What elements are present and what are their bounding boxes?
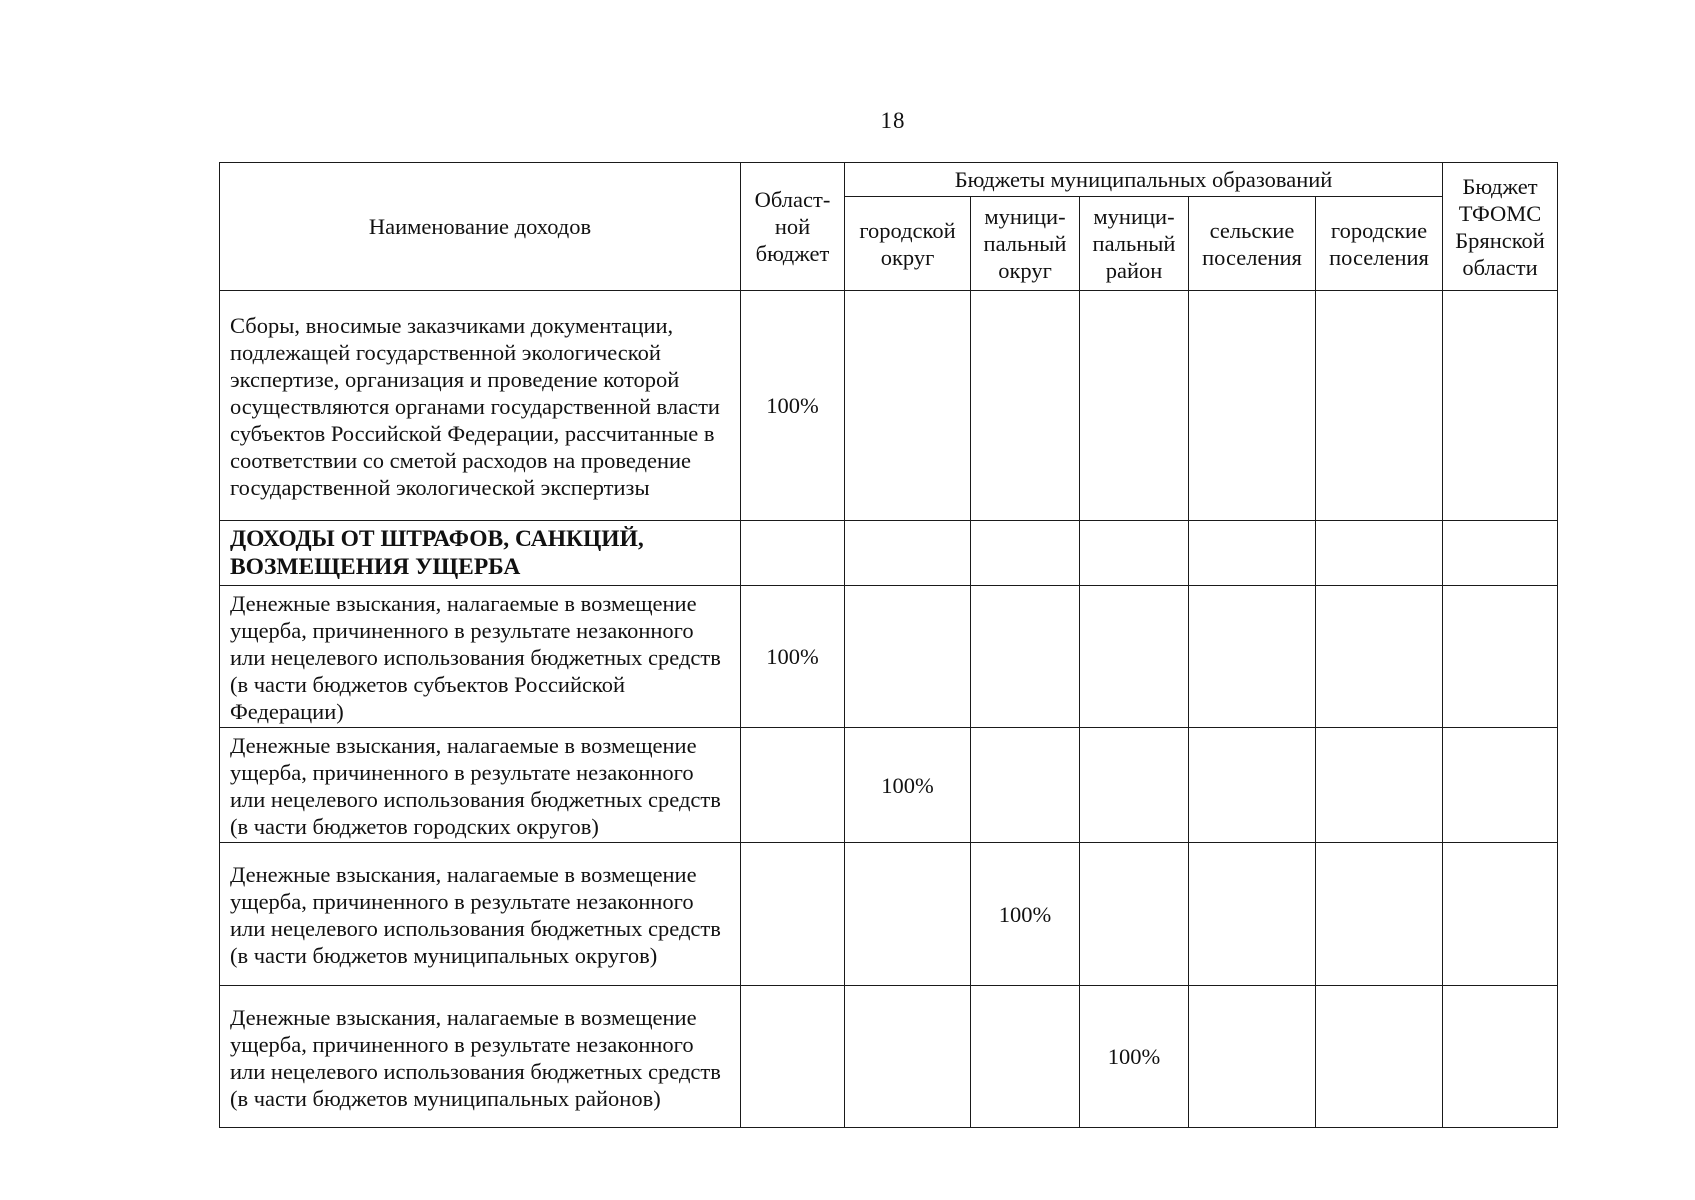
header-rural-settlements: сельские поселения: [1189, 197, 1316, 291]
table-row: [220, 586, 1558, 728]
value-cell-regional-budget: 100%: [741, 586, 845, 728]
value-cell-city-district: 100%: [845, 728, 971, 843]
value-cell-tfoms-budget: [1443, 291, 1558, 521]
value-cell-municipal-area: 100%: [1080, 986, 1189, 1128]
value-cell-municipal-area: [1080, 728, 1189, 843]
value-cell-rural-settlements: [1189, 728, 1316, 843]
value-cell-tfoms-budget: [1443, 521, 1558, 586]
value-cell-municipal-area: [1080, 586, 1189, 728]
value-cell-urban-settlements: [1316, 291, 1443, 521]
value-cell-tfoms-budget: [1443, 843, 1558, 986]
header-city-district: городской округ: [845, 197, 971, 291]
value-cell-municipal-district: [971, 986, 1080, 1128]
value-cell-rural-settlements: [1189, 586, 1316, 728]
value-cell-municipal-district: [971, 521, 1080, 586]
table-body: [220, 291, 1558, 1128]
value-cell-municipal-district: [971, 728, 1080, 843]
value-cell-city-district: [845, 843, 971, 986]
value-cell-urban-settlements: [1316, 728, 1443, 843]
value-cell-regional-budget: [741, 986, 845, 1128]
value-cell-rural-settlements: [1189, 986, 1316, 1128]
value-cell-tfoms-budget: [1443, 586, 1558, 728]
table-row: [220, 291, 1558, 521]
value-cell-urban-settlements: [1316, 521, 1443, 586]
value-cell-regional-budget: [741, 843, 845, 986]
value-cell-municipal-district: 100%: [971, 843, 1080, 986]
header-municipal-district: муници- пальный округ: [971, 197, 1080, 291]
page-number: 18: [880, 108, 906, 133]
header-urban-settlements: городские поселения: [1316, 197, 1443, 291]
revenue-name-cell: Денежные взыскания, налагаемые в возмещение ущерба, причиненного в результате незаконного или нецелевого использования бюджетных средств (в части бюджетов субъектов Российской Федерации): [220, 586, 741, 728]
table-row: [220, 843, 1558, 986]
revenue-name-cell: Денежные взыскания, налагаемые в возмещение ущерба, причиненного в результате незаконного или нецелевого использования бюджетных средств (в части бюджетов муниципальных районов): [220, 986, 741, 1128]
revenue-name-cell: Денежные взыскания, налагаемые в возмещение ущерба, причиненного в результате незаконного или нецелевого использования бюджетных средств (в части бюджетов городских округов): [220, 728, 741, 843]
header-tfoms-budget: Бюджет ТФОМС Брянской области: [1443, 163, 1558, 291]
revenue-name-cell: Сборы, вносимые заказчиками документации, подлежащей государственной экологической экспертизе, организация и проведение которой осуществляются органами государственной власти субъектов Российской Федерации, рассчитанные в соответствии со сметой расходов на проведение государственной экологической экспертизы: [220, 291, 741, 521]
header-name: Наименование доходов: [220, 163, 741, 291]
value-cell-city-district: [845, 586, 971, 728]
value-cell-regional-budget: [741, 728, 845, 843]
header-municipal-budgets: Бюджеты муниципальных образований: [845, 163, 1443, 197]
value-cell-municipal-area: [1080, 521, 1189, 586]
section-title: ДОХОДЫ ОТ ШТРАФОВ, САНКЦИЙ, ВОЗМЕЩЕНИЯ УЩЕРБА: [220, 521, 741, 586]
value-cell-regional-budget: [741, 521, 845, 586]
header-municipal-area: муници- пальный район: [1080, 197, 1189, 291]
value-cell-rural-settlements: [1189, 291, 1316, 521]
value-cell-city-district: [845, 986, 971, 1128]
value-cell-regional-budget: 100%: [741, 291, 845, 521]
value-cell-city-district: [845, 291, 971, 521]
value-cell-municipal-area: [1080, 843, 1189, 986]
section-row: [220, 521, 1558, 586]
table-row: [220, 728, 1558, 843]
value-cell-city-district: [845, 521, 971, 586]
value-cell-municipal-district: [971, 291, 1080, 521]
value-cell-urban-settlements: [1316, 843, 1443, 986]
revenue-distribution-table: [219, 162, 1558, 1128]
value-cell-tfoms-budget: [1443, 986, 1558, 1128]
table-row: [220, 986, 1558, 1128]
revenue-name-cell: Денежные взыскания, налагаемые в возмещение ущерба, причиненного в результате незаконного или нецелевого использования бюджетных средств (в части бюджетов муниципальных округов): [220, 843, 741, 986]
header-regional-budget: Област- ной бюджет: [741, 163, 845, 291]
value-cell-municipal-area: [1080, 291, 1189, 521]
value-cell-urban-settlements: [1316, 986, 1443, 1128]
value-cell-rural-settlements: [1189, 521, 1316, 586]
value-cell-tfoms-budget: [1443, 728, 1558, 843]
value-cell-urban-settlements: [1316, 586, 1443, 728]
value-cell-municipal-district: [971, 586, 1080, 728]
value-cell-rural-settlements: [1189, 843, 1316, 986]
